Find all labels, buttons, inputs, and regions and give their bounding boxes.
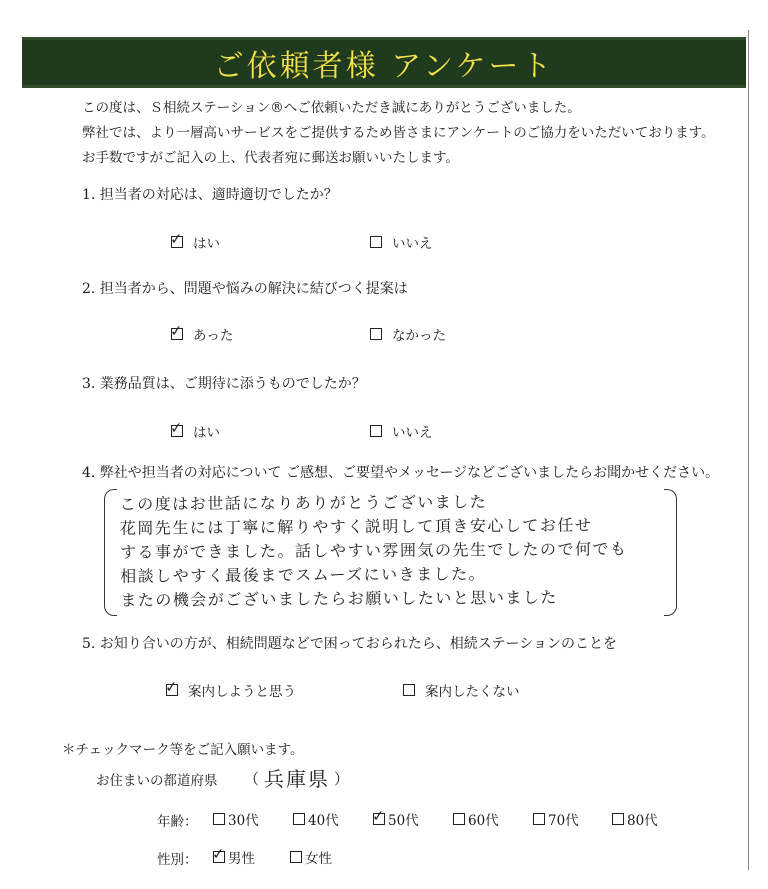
q1-yes-label: はい <box>193 236 220 252</box>
q2-yes-label: あった <box>193 328 234 344</box>
answer-line: する事ができました。話しやすい雰囲気の先生でしたので何でも <box>119 539 628 562</box>
gender-female-label: 女性 <box>305 851 332 867</box>
q1-yes-checkbox[interactable] <box>169 229 184 249</box>
q2-yes-checkbox[interactable] <box>169 321 184 341</box>
prefecture-label: お住まいの都道府県 <box>96 773 218 789</box>
question-2: 2. 担当者から、問題や悩みの解決に結びつく提案は <box>82 281 408 297</box>
answer-line: またの機会がございましたらお願いしたいと思いました <box>120 587 558 610</box>
q5-no-checkbox[interactable] <box>403 684 415 696</box>
check-mark-icon: ✓ <box>169 418 184 438</box>
age-option-60[interactable] <box>453 809 499 829</box>
q5-yes-checkbox[interactable] <box>164 677 179 697</box>
question-1: 1. 担当者の対応は、適時適切でしたか？ <box>82 187 338 203</box>
q2-no-checkbox[interactable] <box>370 328 382 340</box>
page-border <box>748 30 749 870</box>
age-option-80[interactable] <box>612 809 658 829</box>
question-5: 5. お知り合いの方が、相続問題などで困っておられたら、相続ステーションのことを <box>82 636 617 652</box>
age-70-checkbox[interactable] <box>533 813 545 825</box>
q4-handwritten-answer[interactable] <box>120 489 628 613</box>
age-80-checkbox[interactable] <box>612 813 624 825</box>
q3-no-option[interactable] <box>370 421 433 441</box>
age-40-label: 40代 <box>308 813 339 829</box>
intro-text <box>82 96 715 171</box>
gender-male-checkbox[interactable] <box>211 844 226 864</box>
age-30-checkbox[interactable] <box>213 813 225 825</box>
intro-line: この度は、Ｓ相続ステーション®へご依頼いただき誠にありがとうございました。 <box>82 100 581 116</box>
age-option-40[interactable] <box>293 809 339 829</box>
check-mark-icon: ✓ <box>164 677 179 697</box>
age-50-checkbox[interactable] <box>371 806 386 826</box>
age-60-label: 60代 <box>468 813 499 829</box>
prefecture-value[interactable]: 兵庫県 <box>264 767 330 791</box>
q1-no-option[interactable] <box>370 232 433 252</box>
q2-yes-option[interactable] <box>169 321 234 344</box>
intro-line: お手数ですがご記入の上、代表者宛に郵送お願いいたします。 <box>82 150 459 166</box>
check-mark-icon: ✓ <box>169 321 184 341</box>
age-label: 年齢： <box>157 814 198 830</box>
age-option-30[interactable] <box>213 809 259 829</box>
question-4: 4. 弊社や担当者の対応について ご感想、ご要望やメッセージなどございましたらお聞かせください。 <box>82 465 720 481</box>
age-70-label: 70代 <box>548 813 579 829</box>
check-mark-icon: ✓ <box>211 844 226 864</box>
q3-yes-label: はい <box>193 425 220 441</box>
q5-yes-label: 案内しようと思う <box>188 684 296 700</box>
answer-line: この度はお世話になりありがとうございました <box>119 492 488 514</box>
gender-male-label: 男性 <box>228 851 255 867</box>
intro-line: 弊社では、より一層高いサービスをご提供するため皆さまにアンケートのご協力をいただいております。 <box>82 125 715 141</box>
prefecture-paren-open: （ <box>244 770 260 788</box>
check-note: ＊チェックマーク等をご記入願います。 <box>62 742 304 758</box>
age-40-checkbox[interactable] <box>293 813 305 825</box>
answer-bracket-left <box>104 489 117 616</box>
gender-female-checkbox[interactable] <box>290 851 302 863</box>
q1-yes-option[interactable] <box>169 229 220 252</box>
age-option-50[interactable] <box>371 806 419 829</box>
q2-no-option[interactable] <box>370 324 446 344</box>
prefecture-paren-close: ） <box>334 770 350 788</box>
question-3: 3. 業務品質は、ご期待に添うものでしたか？ <box>82 376 366 392</box>
answer-bracket-right <box>664 489 677 616</box>
q3-yes-checkbox[interactable] <box>169 418 184 438</box>
q5-yes-option[interactable] <box>164 677 296 700</box>
gender-label: 性別： <box>157 852 198 868</box>
q5-no-label: 案内したくない <box>425 684 520 700</box>
q5-no-option[interactable] <box>403 680 520 700</box>
age-50-label: 50代 <box>388 813 419 829</box>
check-mark-icon: ✓ <box>371 806 386 826</box>
age-option-70[interactable] <box>533 809 579 829</box>
gender-option-female[interactable] <box>290 847 332 867</box>
age-30-label: 30代 <box>228 813 259 829</box>
age-60-checkbox[interactable] <box>453 813 465 825</box>
check-mark-icon: ✓ <box>169 229 184 249</box>
answer-line: 相談しやすく最後までスムーズにいきました。 <box>120 564 487 586</box>
q3-yes-option[interactable] <box>169 418 220 441</box>
q1-no-label: いいえ <box>392 236 433 252</box>
q2-no-label: なかった <box>392 328 446 344</box>
q1-no-checkbox[interactable] <box>370 236 382 248</box>
age-80-label: 80代 <box>627 813 658 829</box>
page-title: ご依頼者様 アンケート <box>22 37 746 88</box>
answer-line: 花岡先生には丁寧に解りやすく説明して頂き安心してお任せ <box>119 515 593 538</box>
q3-no-label: いいえ <box>392 425 433 441</box>
q3-no-checkbox[interactable] <box>370 425 382 437</box>
gender-option-male[interactable] <box>211 844 255 867</box>
